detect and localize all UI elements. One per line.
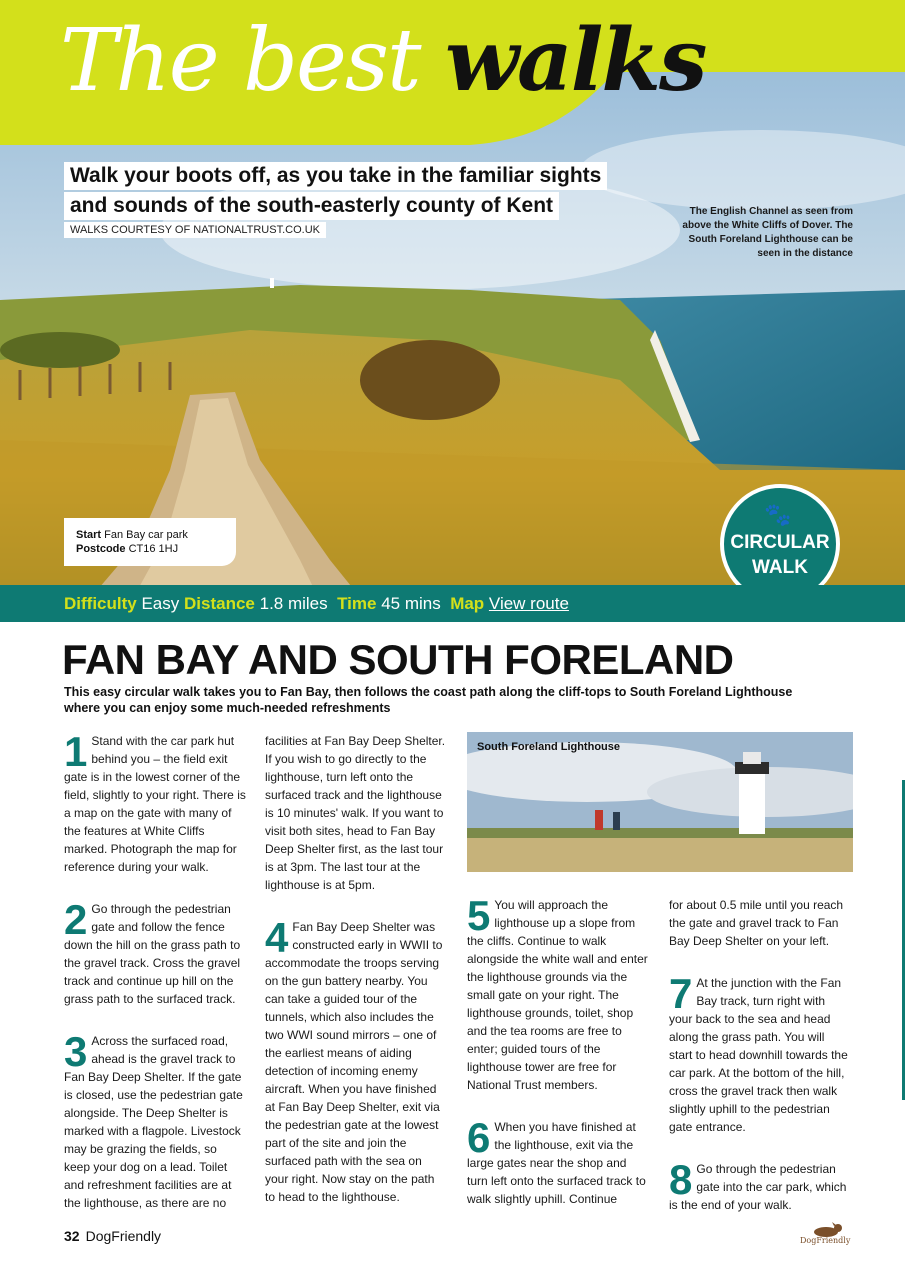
intro-box bbox=[64, 162, 607, 222]
distance-value: 1.8 miles bbox=[259, 594, 328, 613]
step-5 bbox=[467, 892, 649, 1094]
hero-section bbox=[0, 0, 905, 622]
start-label: Start bbox=[76, 529, 102, 541]
step-2 bbox=[64, 896, 246, 1008]
step-3-continued bbox=[265, 732, 447, 894]
dogfriendly-logo bbox=[798, 1222, 856, 1250]
map-label: Map bbox=[450, 594, 485, 613]
step-number: 7 bbox=[669, 970, 693, 1017]
page-number: 32 bbox=[64, 1228, 80, 1244]
walk-info-strip bbox=[0, 585, 905, 622]
title-script-part: The best bbox=[60, 11, 420, 111]
start-box bbox=[64, 518, 236, 566]
distance-label: Distance bbox=[184, 594, 255, 613]
step-1 bbox=[64, 728, 246, 876]
logo-text: DogFriendly bbox=[800, 1236, 851, 1245]
time-label: Time bbox=[337, 594, 377, 613]
page-title bbox=[60, 10, 706, 111]
intro-line-1: Walk your boots off, as you take in the familiar sights bbox=[64, 162, 607, 190]
time-value: 45 mins bbox=[381, 594, 441, 613]
difficulty-value: Easy bbox=[141, 594, 180, 613]
column-2 bbox=[265, 732, 447, 1230]
title-strong-part: walks bbox=[444, 10, 706, 111]
step-text: for about 0.5 mile until you reach the gate and gravel track to Fan Bay Deep Shelter on your left. bbox=[669, 898, 844, 948]
intro-line-2: and sounds of the south-easterly county of Kent bbox=[64, 192, 559, 220]
difficulty-label: Difficulty bbox=[64, 594, 137, 613]
step-number: 6 bbox=[467, 1114, 491, 1161]
step-number: 5 bbox=[467, 892, 491, 939]
lighthouse-photo bbox=[467, 732, 853, 872]
step-8 bbox=[669, 1156, 851, 1214]
step-number: 4 bbox=[265, 914, 289, 961]
step-number: 1 bbox=[64, 728, 88, 775]
badge-line-1: CIRCULAR bbox=[730, 532, 830, 553]
badge-line-2: WALK bbox=[752, 557, 808, 578]
view-route-link[interactable]: View route bbox=[488, 594, 569, 613]
column-4 bbox=[669, 896, 851, 1238]
step-7 bbox=[669, 970, 851, 1136]
step-3 bbox=[64, 1028, 246, 1212]
column-1 bbox=[64, 728, 246, 1236]
step-text: Fan Bay Deep Shelter was constructed early in WWII to accommodate the troops serving on the gun battery nearby. You can take a guided tour of the tunnels, which also includes the two WWI sound mirrors – one of the earliest means of aiding detection of incoming enemy aircraft. When you have finished at Fan Bay Deep Shelter, exit via the pedestrian gate at the lowest part of the site and join the surfaced path with the sea on your right. Now stay on the path to head to the lighthouse. bbox=[265, 920, 443, 1204]
step-text: Stand with the car park hut behind you – the field exit gate is in the lowest corner of the field, slightly to your right. There is a map on the gate with many of the features at White Cliffs marked. Photograph the map for reference during your walk. bbox=[64, 734, 246, 874]
article-headline: FAN BAY AND SOUTH FORELAND bbox=[62, 636, 734, 683]
page-footer bbox=[64, 1228, 161, 1244]
step-text: When you have finished at the lighthouse, exit via the large gates near the shop and turn left onto the surfaced track to walk slightly uphill. Continue bbox=[467, 1120, 646, 1206]
step-6-continued bbox=[669, 896, 851, 950]
magazine-name: DogFriendly bbox=[85, 1228, 162, 1244]
step-4 bbox=[265, 914, 447, 1206]
step-text: You will approach the lighthouse up a slope from the cliffs. Continue to walk alongside the white wall and enter the lighthouse grounds via the small gate on your right. The lighthouse grounds, toilet, shop and the tea rooms are free to enter; guided tours of the lighthouse tower are free for National Trust members. bbox=[467, 898, 648, 1092]
start-value: Fan Bay car park bbox=[104, 529, 188, 541]
step-text: At the junction with the Fan Bay track, turn right with your back to the sea and head along the grass path. You will start to head downhill towards the car park. At the bottom of the hill, cross the gravel track then walk slightly uphill to the pedestrian gate entrance. bbox=[669, 976, 848, 1134]
step-number: 3 bbox=[64, 1028, 88, 1075]
paw-icon: 🐾 bbox=[764, 502, 796, 527]
step-number: 8 bbox=[669, 1156, 693, 1203]
step-text: Go through the pedestrian gate into the car park, which is the end of your walk. bbox=[669, 1162, 847, 1212]
step-text: Across the surfaced road, ahead is the gravel track to Fan Bay Deep Shelter. If the gate is closed, use the pedestrian gate alongside. The Deep Shelter is marked with a flagpole. Livestock may be grazing the fields, so keep your dog on a lead. Toilet and refreshment facilities are at the lighthouse, as there are no bbox=[64, 1034, 243, 1210]
step-text: facilities at Fan Bay Deep Shelter. If you wish to go directly to the lighthouse, turn left onto the surfaced track and the lighthouse is 10 minutes' walk. If you want to visit both sites, head to Fan Bay Deep Shelter first, as the last tour is at 3pm. The last tour at the lighthouse is at 5pm. bbox=[265, 734, 446, 892]
column-3 bbox=[467, 892, 649, 1232]
postcode-label: Postcode bbox=[76, 543, 126, 555]
hero-caption: The English Channel as seen from above the White Cliffs of Dover. The South Foreland Lighthouse can be seen in the distance bbox=[682, 206, 853, 259]
step-number: 2 bbox=[64, 896, 88, 943]
courtesy-credit: WALKS COURTESY OF NATIONALTRUST.CO.UK bbox=[64, 222, 326, 238]
step-6 bbox=[467, 1114, 649, 1208]
postcode-value: CT16 1HJ bbox=[128, 543, 179, 555]
step-text: Go through the pedestrian gate and follow the fence down the hill on the grass path to the gravel track. Cross the gravel track and continue up hill on the grass path to the surfaced track. bbox=[64, 902, 241, 1006]
photo-caption: South Foreland Lighthouse bbox=[477, 741, 620, 753]
article-standfirst: This easy circular walk takes you to Fan Bay, then follows the coast path along the cliff-tops to South Foreland Lighthouse where you can enjoy some much-needed refreshments bbox=[64, 685, 793, 715]
